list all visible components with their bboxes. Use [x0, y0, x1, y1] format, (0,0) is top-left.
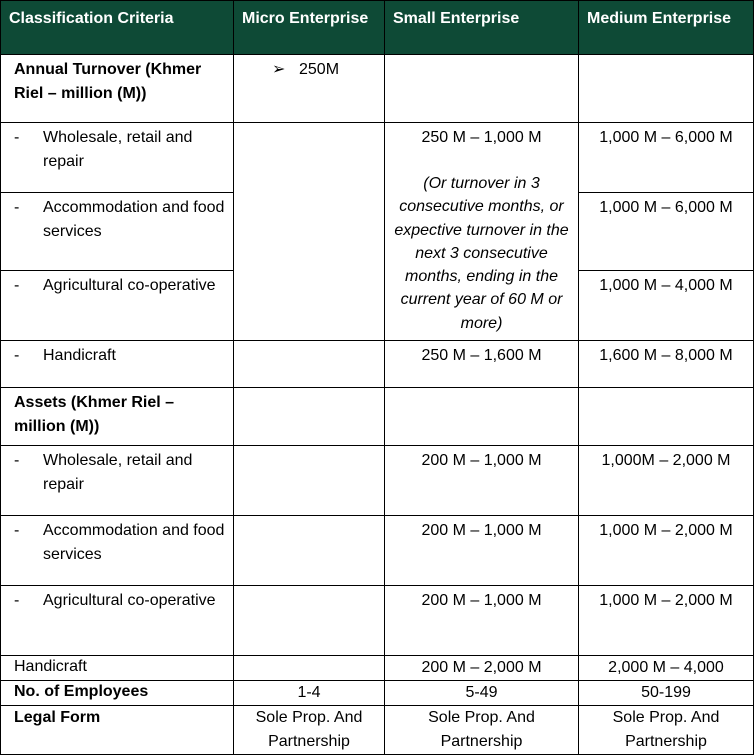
empty-cell: [234, 341, 385, 388]
turnover-micro-merged: [234, 123, 385, 341]
turnover-micro-cell: [234, 55, 385, 123]
header-medium: Medium Enterprise: [579, 1, 754, 55]
turnover-handicraft-medium: 1,600 M – 8,000 M: [579, 341, 754, 388]
employees-small: 5-49: [385, 681, 579, 706]
assets-medium-value: 1,000 M – 2,000 M: [579, 516, 754, 586]
empty-cell: [234, 388, 385, 446]
turnover-handicraft-small: 250 M – 1,600 M: [385, 341, 579, 388]
assets-medium-value: 1,000 M – 2,000 M: [579, 586, 754, 656]
assets-handicraft-medium: 2,000 M – 4,000: [579, 656, 754, 681]
turnover-medium-value: 1,000 M – 4,000 M: [579, 271, 754, 341]
header-criteria: Classification Criteria: [1, 1, 234, 55]
employees-row: [1, 681, 754, 706]
turnover-label: Annual Turnover (Khmer Riel – million (M)): [1, 55, 234, 123]
turnover-section-row: [1, 55, 754, 123]
header-micro: Micro Enterprise: [234, 1, 385, 55]
header-row: [1, 1, 754, 55]
assets-section-row: [1, 388, 754, 446]
sector-cell: [1, 193, 234, 271]
turnover-small-note: (Or turnover in 3 consecutive months, or expective turnover in the next 3 consecutive months, ending in the current year of 60 M or more): [394, 175, 569, 332]
assets-handicraft-label: Handicraft: [1, 656, 234, 681]
legal-label: Legal Form: [1, 706, 234, 755]
assets-small-value: 200 M – 1,000 M: [385, 516, 579, 586]
turnover-medium-value: 1,000 M – 6,000 M: [579, 123, 754, 193]
sector-cell: [1, 271, 234, 341]
arrow-bullet-icon: ➢: [272, 61, 286, 78]
turnover-medium-empty: [579, 55, 754, 123]
sector-label: Agricultural co-operative: [43, 277, 216, 294]
empty-cell: [385, 388, 579, 446]
dash-marker: -: [14, 522, 20, 539]
sector-cell: [1, 446, 234, 516]
turnover-small-empty: [385, 55, 579, 123]
dash-marker: -: [14, 199, 20, 216]
legal-small: Sole Prop. And Partnership: [385, 706, 579, 755]
table-row: [1, 341, 754, 388]
employees-medium: 50-199: [579, 681, 754, 706]
legal-medium: Sole Prop. And Partnership: [579, 706, 754, 755]
dash-marker: -: [14, 129, 20, 146]
turnover-small-merged: [385, 123, 579, 341]
sector-cell: [1, 516, 234, 586]
assets-handicraft-small: 200 M – 2,000 M: [385, 656, 579, 681]
sector-cell: [1, 341, 234, 388]
sector-label: Agricultural co-operative: [43, 592, 216, 609]
sector-cell: [1, 123, 234, 193]
header-small: Small Enterprise: [385, 1, 579, 55]
table-row: [1, 446, 754, 516]
empty-cell: [234, 586, 385, 656]
dash-marker: -: [14, 592, 20, 609]
sector-label: Accommodation and food services: [43, 522, 225, 563]
sector-label: Handicraft: [43, 347, 116, 364]
legal-row: [1, 706, 754, 755]
empty-cell: [234, 446, 385, 516]
turnover-small-range: 250 M – 1,000 M: [421, 129, 542, 146]
sector-cell: [1, 586, 234, 656]
table-row: [1, 656, 754, 681]
turnover-medium-value: 1,000 M – 6,000 M: [579, 193, 754, 271]
employees-label: No. of Employees: [1, 681, 234, 706]
sector-label: Accommodation and food services: [43, 199, 225, 240]
dash-marker: -: [14, 277, 20, 294]
table-row: [1, 516, 754, 586]
assets-medium-value: 1,000M – 2,000 M: [579, 446, 754, 516]
sector-label: Wholesale, retail and repair: [43, 129, 193, 170]
assets-small-value: 200 M – 1,000 M: [385, 586, 579, 656]
empty-cell: [234, 516, 385, 586]
table-row: [1, 586, 754, 656]
assets-label: Assets (Khmer Riel – million (M)): [1, 388, 234, 446]
empty-cell: [579, 388, 754, 446]
table-row: [1, 123, 754, 193]
turnover-micro-value: 250M: [299, 61, 340, 78]
empty-cell: [234, 656, 385, 681]
dash-marker: -: [14, 452, 20, 469]
assets-small-value: 200 M – 1,000 M: [385, 446, 579, 516]
legal-micro: Sole Prop. And Partnership: [234, 706, 385, 755]
dash-marker: -: [14, 347, 20, 364]
sector-label: Wholesale, retail and repair: [43, 452, 193, 493]
employees-micro: 1-4: [234, 681, 385, 706]
